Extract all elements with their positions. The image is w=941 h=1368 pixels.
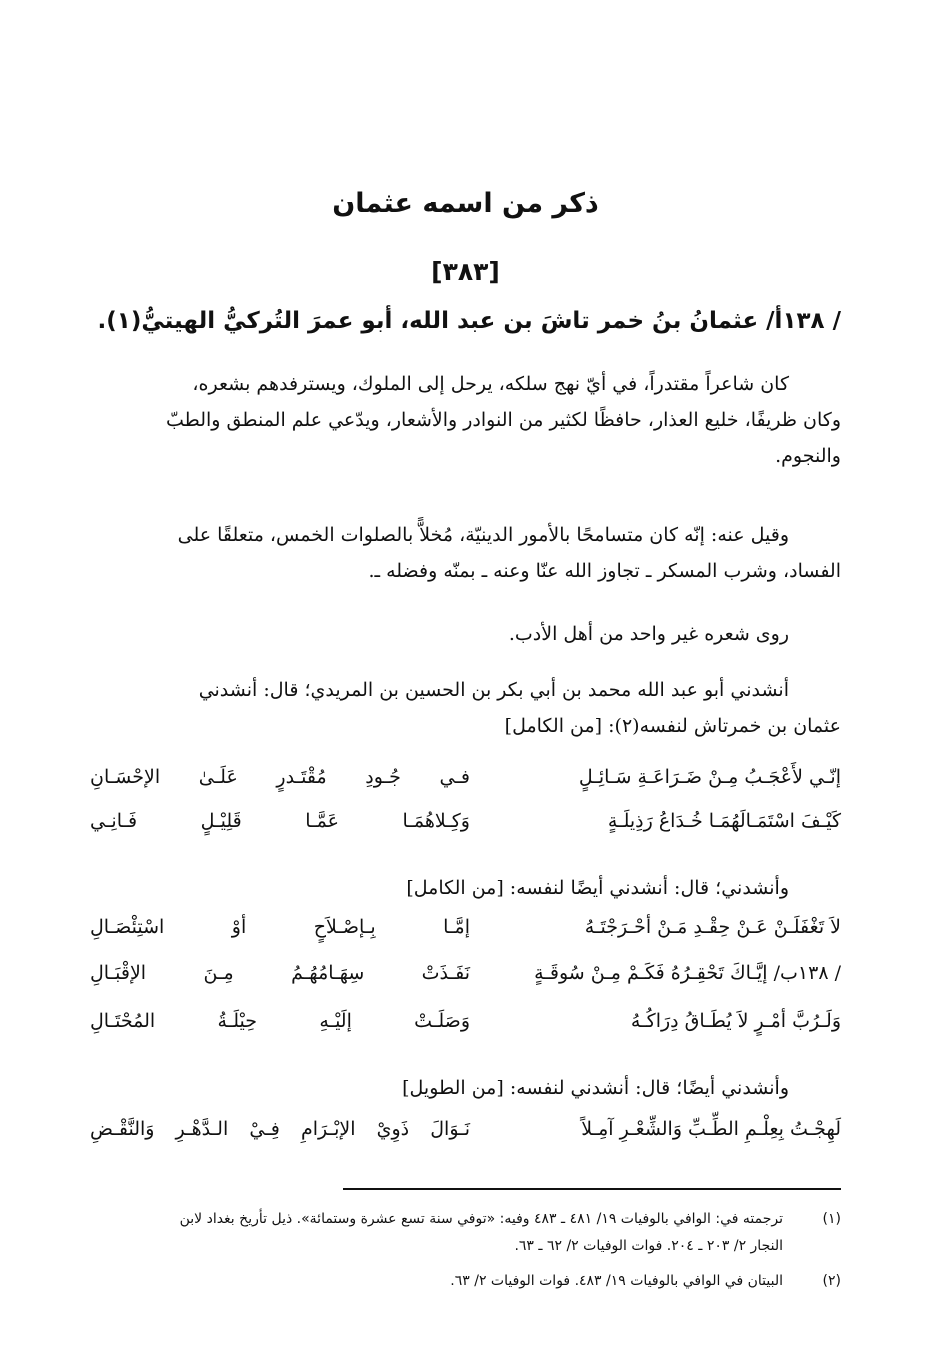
text-line: وقيل عنه: إنّه كان متسامحًا بالأمور الدينيّة، مُخلاًّ بالصلوات الخمس، متعلقًا على — [177, 524, 789, 546]
text-line: وكان ظريفًا، خليع العذار، حافظًا لكثير من النوادر والأشعار، ويدّعي علم المنطق والطبّ — [166, 409, 841, 431]
second-hemistich: فـي جُـودِ مُقْتَـدرٍ عَلَـىٰ الإحْسَـانِ — [90, 766, 470, 788]
second-hemistich: إمَّـا بِـإصْـلاَحٍ أوْ اسْتِئْصَـالِ — [90, 916, 470, 938]
text-line: الفساد، وشرب المسكر ـ تجاوز الله عنّا وعنه ـ بمنّه وفضله ـ. — [368, 560, 841, 582]
second-hemistich: وَكِـلاهُمَـا عَمَّـا قَلِيْـلٍ فَـانِـي — [90, 810, 470, 832]
text-line: وأنشدني؛ قال: أنشدني أيضًا لنفسه: [من الكامل] — [406, 877, 789, 899]
text-line: عثمان بن خمرتاش لنفسه(٢): [من الكامل] — [504, 715, 841, 737]
biography-paragraph-3 — [90, 616, 841, 652]
poem3-verse — [90, 1118, 841, 1158]
first-hemistich: لَهِجْـتُ بِعِلْـمِ الطِّـبِّ وَالشِّعْـرِ آمِـلاً — [581, 1118, 841, 1140]
poem2-verse — [90, 916, 841, 956]
text-line: والنجوم. — [775, 445, 841, 467]
entry-number: [٣٨٣] — [431, 257, 500, 286]
poem1-introduction — [90, 672, 841, 744]
footnote-text: ترجمته في: الوافي بالوفيات ١٩/ ٤٨١ ـ ٤٨٣ وفيه: «توفي سنة تسع عشرة وستمائة». ذيل تأريخ بغداد لابن — [179, 1211, 783, 1227]
poem3-introduction — [90, 1070, 841, 1106]
second-hemistich: نَفَـذَتْ سِهَـامُهُـمُ مِـنَ الإقْبَـالِ — [90, 962, 470, 984]
book-page — [90, 0, 841, 1368]
first-hemistich: إنّـي لأَعْجَـبُ مِـنْ ضَـرَاعَـةِ سَـائِـلٍ — [578, 766, 841, 788]
footnote-number: (١) — [822, 1211, 841, 1227]
footnote-separator — [343, 1188, 841, 1190]
first-hemistich: كَيْـفَ اسْتَمَـالَهُمَـا خُـدَاعُ رَذِيلَـةٍ — [607, 810, 841, 832]
poem2-verse — [90, 1010, 841, 1050]
second-hemistich: نَـوَالَ ذَوِيْ الإبْـرَامِ فِـيْ الـدَّهْـرِ وَالنَّقْـضِ — [90, 1118, 470, 1140]
first-hemistich: وَلَـرُبَّ أمْـرٍ لاَ يُطَـاقُ دِرَاكُـهُ — [630, 1010, 841, 1032]
text-line: أنشدني أبو عبد الله محمد بن أبي بكر بن الحسين بن المريدي؛ قال: أنشدني — [198, 679, 789, 701]
poem1-verse — [90, 766, 841, 806]
text-line: وأنشدني أيضًا؛ قال: أنشدني لنفسه: [من الطويل] — [402, 1077, 789, 1099]
chapter-title: ذكر من اسمه عثمان — [332, 188, 599, 219]
footnote-2 — [90, 1268, 841, 1298]
text-line: كان شاعراً مقتدراً، في أيّ نهج سلكه، يرحل إلى الملوك، ويسترفدهم بشعره، — [192, 373, 789, 395]
poem2-verse — [90, 962, 841, 1002]
first-hemistich: لاَ تَغْفَلَـنْ عَـنْ حِقْـدِ مَـنْ أحْـرَجْتَـهُ — [584, 916, 841, 938]
footnote-text: البيتان في الوافي بالوفيات ١٩/ ٤٨٣. فوات الوفيات ٢/ ٦٣. — [450, 1273, 783, 1289]
second-hemistich: وَصَلَـتْ إلَيْـهِ حِيْلَـةُ المُحْتَـالِ — [90, 1010, 470, 1032]
text-line: روى شعره غير واحد من أهل الأدب. — [508, 623, 789, 645]
entry-heading: / ١٣٨أ/ عثمانُ بنُ خمر تاشَ بن عبد الله، أبو عمرَ التُركيُّ الهيتيُّ(١). — [97, 308, 841, 334]
poem2-introduction — [90, 870, 841, 906]
poem1-verse — [90, 810, 841, 850]
biography-paragraph-1 — [90, 366, 841, 474]
first-hemistich: / ١٣٨ب/ إيَّـاكَ تَحْقِـرُهُ فَكَـمْ مِـنْ سُوقَـةٍ — [534, 962, 841, 984]
footnote-1 — [90, 1206, 841, 1260]
biography-paragraph-2 — [90, 517, 841, 589]
footnote-text: النجار ٢/ ٢٠٣ ـ ٢٠٤. فوات الوفيات ٢/ ٦٢ ـ ٦٣. — [514, 1238, 783, 1254]
footnote-number: (٢) — [822, 1273, 841, 1289]
